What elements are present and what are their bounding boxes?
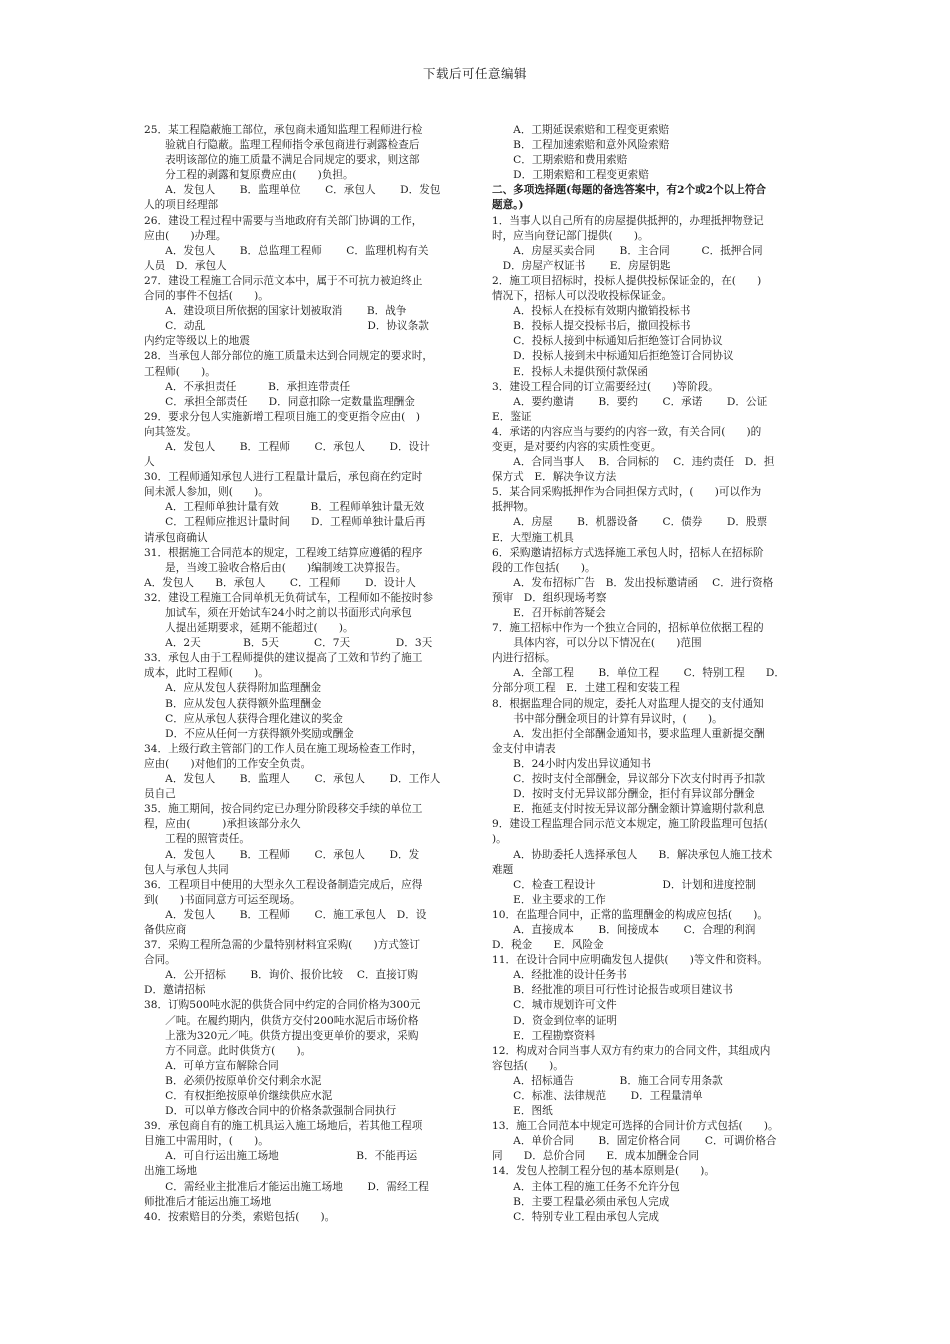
text-line: A．房屋买卖合同 B．主合同 C．抵押合同 <box>492 244 763 257</box>
text-line: 27．建设工程施工合同示范文本中，属于不可抗力被迫终止 <box>144 274 423 287</box>
text-line: 分部分项工程 E．土建工程和安装工程 <box>492 682 680 695</box>
text-line: 程，应由( )承担该部分永久 <box>144 818 301 831</box>
text-line: 分工程的剥露和复原费应由( )负担。 <box>144 169 354 182</box>
text-line: 目施工中需用时，( )。 <box>144 1135 269 1148</box>
text-line: A．发包人 B．总监理工程师 C．监理机构有关 <box>144 244 429 257</box>
text-line: 备供应商 <box>144 923 187 936</box>
text-line: A．合同当事人 B．合同标的 C．违约责任 D．担 <box>492 456 775 469</box>
text-line: 时，应当向登记部门提供( )。 <box>492 229 649 242</box>
text-line: A．招标通告 B．施工合同专用条款 <box>492 1074 723 1087</box>
text-line: 25．某工程隐蔽施工部位，承包商未通知监理工程师进行检 <box>144 124 423 136</box>
text-line: 37．采购工程所急需的少量特别材料宜采购( )方式签订 <box>144 939 420 952</box>
text-line: A．应从发包人获得附加监理酬金 <box>144 682 322 695</box>
text-line: A．可单方宣布解除合同 <box>144 1059 279 1072</box>
text-line: A．直接成本 B．间接成本 C．合理的利润 <box>492 923 756 936</box>
text-line: C．需经业主批准后才能运出施工场地 D．需经工程 <box>144 1180 429 1193</box>
text-line: 师批准后才能运出施工场地 <box>144 1195 272 1208</box>
text-line: 具体内容，可以分以下情况在( )范围 <box>492 637 702 650</box>
text-line: 4．承诺的内容应当与要约的内容一致，有关合同( )的 <box>492 425 762 438</box>
text-line: 加试车，须在开始试车24小时之前以书面形式向承包 <box>144 607 412 619</box>
text-line: B．投标人提交投标书后，撤回投标书 <box>492 320 691 333</box>
text-line: ／吨。在履约期内，供货方交付200吨水泥后市场价格 <box>144 1014 419 1027</box>
text-line: A．发包人 B．工程师 C．承包人 D．设计 <box>144 440 430 453</box>
text-line: 成本，此时工程师( )。 <box>144 667 269 680</box>
text-line: 人员 D．承包人 <box>144 259 227 272</box>
text-line: C．工期索赔和费用索赔 <box>492 154 628 167</box>
text-line: 抵押物。 <box>492 501 535 514</box>
text-line: 是，当竣工验收合格后由( )编制竣工决算报告。 <box>144 561 407 574</box>
text-line: 30．工程师通知承包人进行工程量计量后，承包商在约定时 <box>144 471 423 484</box>
text-line: B．应从发包人获得额外监理酬金 <box>144 697 322 710</box>
text-line: 13．施工合同范本中规定可选择的合同计价方式包括( )。 <box>492 1120 779 1133</box>
text-line: 人 <box>144 456 155 469</box>
text-line: 人提出延期要求，延期不能超过( )。 <box>144 622 354 635</box>
text-line: 包人与承包人共同 <box>144 863 229 876</box>
text-line: A．不承担责任 B．承担连带责任 <box>144 380 351 393</box>
text-line: A．主体工程的施工任务不允许分包 <box>492 1180 680 1193</box>
text-line: 5．某合同采购抵押作为合同担保方式时，( )可以作为 <box>492 486 762 499</box>
text-line: A．全部工程 B．单位工程 C．特别工程 D． <box>492 667 786 680</box>
text-line: 32．建设工程施工合同单机无负荷试车，工程师如不能按时参 <box>144 591 433 604</box>
text-line: 同 D．总价合同 E．成本加酬金合同 <box>492 1150 699 1163</box>
text-line: A．2天 B．5天 C．7天 D．3天 <box>144 637 433 650</box>
text-line: E．召开标前答疑会 <box>492 607 606 619</box>
text-line: 上涨为320元／吨。供货方提出变更单价的要求，采购 <box>144 1029 419 1042</box>
text-line: C．标准、法律规范 D．工程量清单 <box>492 1090 703 1102</box>
text-line: 间未派人参加，则( )。 <box>144 486 269 499</box>
text-line: 12．构成对合同当事人双方有约束力的合同文件，其组成内 <box>492 1044 771 1057</box>
text-line: A．投标人在投标有效期内撤销投标书 <box>492 305 691 318</box>
text-line: D．按时支付无异议部分酬金，拒付有异议部分酬金 <box>492 788 755 801</box>
text-line: 9．建设工程监理合同示范文本规定，施工阶段监理可包括( <box>492 818 768 831</box>
text-line: A．发包人 B．工程师 C．施工承包人 D．设 <box>144 908 427 921</box>
text-line: 合同。 <box>144 954 176 967</box>
text-line: A．经批准的设计任务书 <box>492 969 627 982</box>
text-line: 人的项目经理部 <box>144 199 219 212</box>
text-line: 员自己 <box>144 788 176 801</box>
text-line: E．业主要求的工作 <box>492 893 606 906</box>
text-line: 段的工作包括( )。 <box>492 561 596 574</box>
text-line: E．拖延支付时按无异议部分酬金额计算逾期付款利息 <box>492 803 765 816</box>
text-line: A．单价合同 B．固定价格合同 C．可调价格合 <box>492 1135 777 1148</box>
text-line: A．发包人 B．监理单位 C．承包人 D．发包 <box>144 184 441 197</box>
text-line: 28．当承包人部分部位的施工质量未达到合同规定的要求时， <box>144 350 433 363</box>
text-line: C．特别专业工程由承包人完成 <box>492 1210 660 1223</box>
text-line: 8．根据监理合同的规定，委托人对监理人提交的支付通知 <box>492 697 764 710</box>
text-line: 29．要求分包人实施新增工程项目施工的变更指令应由( ) <box>144 410 420 423</box>
text-line: 预审 D．组织现场考察 <box>492 591 607 604</box>
text-line: 容包括( )。 <box>492 1059 564 1072</box>
text-line: D．工期索赔和工程变更索赔 <box>492 169 649 182</box>
text-line: B．24小时内发出异议通知书 <box>492 757 651 770</box>
text-line: A．房屋 B．机器设备 C．债券 D．股票 <box>492 516 768 529</box>
text-line: 7．施工招标中作为一个独立合同的，招标单位依据工程的 <box>492 622 764 635</box>
text-line: E．鉴证 <box>492 410 532 423</box>
text-line: 验就自行隐蔽。监理工程师指令承包商进行剥露检查后 <box>144 139 420 152</box>
text-line: E．大型施工机具 <box>492 531 574 544</box>
text-line: 6．采购邀请招标方式选择施工承包人时，招标人在招标阶 <box>492 546 764 559</box>
text-line: C．城市规划许可文件 <box>492 999 617 1012</box>
text-line: 保方式 E．解决争议方法 <box>492 471 617 484</box>
text-line: 内进行招标。 <box>492 652 556 665</box>
text-line: 应由( )对他们的工作安全负责。 <box>144 757 312 770</box>
text-line: A．可自行运出施工场地 B．不能再运 <box>144 1150 418 1163</box>
text-line: B．必须仍按原单价交付剩余水泥 <box>144 1074 322 1087</box>
text-line: 方不同意。此时供货方( )。 <box>144 1044 312 1057</box>
text-line: 14．发包人控制工程分包的基本原则是( )。 <box>492 1165 716 1178</box>
text-line: 情况下，招标人可以没收投标保证金。 <box>492 290 673 303</box>
text-line: A．发出拒付全部酬金通知书，要求监理人重新提交酬 <box>492 727 765 740</box>
text-line: A．建设项目所依据的国家计划被取消 B．战争 <box>144 305 407 318</box>
text-line: D．资金到位率的证明 <box>492 1014 618 1027</box>
text-line: 向其签发。 <box>144 425 197 438</box>
text-line: )。 <box>492 833 507 846</box>
text-line: 40．按索赔目的分类，索赔包括( )。 <box>144 1210 336 1223</box>
text-line: C．工程师应推迟计量时间 D．工程师单独计量后再 <box>144 516 426 529</box>
text-line: C．有权拒绝按原单价继续供应水泥 <box>144 1090 333 1102</box>
text-line: E．工程勘察资料 <box>492 1029 596 1042</box>
text-line: B．工程加速索赔和意外风险索赔 <box>492 139 670 152</box>
text-line: A．要约邀请 B．要约 C．承诺 D．公证 <box>492 395 768 408</box>
text-line: C．按时支付全部酬金，异议部分下次支付时再予扣款 <box>492 773 765 786</box>
text-line: C．应从承包人获得合理化建议的奖金 <box>144 712 343 725</box>
text-line: 题意。) <box>492 199 524 212</box>
text-line: D．税金 E．风险金 <box>492 939 604 952</box>
text-line: A．公开招标 B．询价、报价比较 C．直接订购 <box>144 969 418 982</box>
text-line: E．图纸 <box>492 1105 553 1118</box>
text-line: 36．工程项目中使用的大型永久工程设备制造完成后，应得 <box>144 878 423 891</box>
text-line: A．工程师单独计量有效 B．工程师单独计量无效 <box>144 501 425 514</box>
text-line: D．房屋产权证书 E．房屋钥匙 <box>492 259 671 272</box>
text-line: A．协助委托人选择承包人 B．解决承包人施工技术 <box>492 848 773 861</box>
text-line: 2．施工项目招标时，投标人提供投标保证金的，在( ) <box>492 274 762 287</box>
text-line: 变更，是对要约内容的实质性变更。 <box>492 440 662 453</box>
text-line: 工程的照管责任。 <box>144 833 250 846</box>
text-line: 合同的事件不包括( )。 <box>144 290 269 303</box>
text-line: 工程师( )。 <box>144 365 216 378</box>
text-line: 二、多项选择题(每题的备选答案中，有2个或2个以上符合 <box>492 184 767 197</box>
text-line: D．可以单方修改合同中的价格条款强制合同执行 <box>144 1105 397 1118</box>
text-line: D．不应从任何一方获得额外奖励或酬金 <box>144 727 354 740</box>
text-line: C．承担全部责任 D．同意扣除一定数量监理酬金 <box>144 395 415 408</box>
text-line: 书中部分酬金项目的计算有异议时，( )。 <box>492 712 723 725</box>
text-line: A．发包人 B．承包人 C．工程师 D．设计人 <box>144 576 416 589</box>
text-line: 34．上级行政主管部门的工作人员在施工现场检查工作时， <box>144 742 423 755</box>
right-column <box>492 123 808 1225</box>
page-header: 下载后可任意编辑 <box>422 66 527 81</box>
text-line: 请承包商确认 <box>144 531 208 544</box>
text-line: 33．承包人由于工程师提供的建议提高了工效和节约了施工 <box>144 652 423 665</box>
text-line: 31．根据施工合同范本的规定，工程竣工结算应遵循的程序 <box>144 546 423 559</box>
text-line: 38．订购500吨水泥的供货合同中约定的合同价格为300元 <box>144 999 421 1012</box>
text-line: 3．建设工程合同的订立需要经过( )等阶段。 <box>492 380 719 393</box>
text-line: 内约定等级以上的地震 <box>144 335 250 348</box>
text-line: 金支付申请表 <box>492 742 556 755</box>
text-line: 39．承包商自有的施工机具运入施工场地后，若其他工程项 <box>144 1120 423 1133</box>
text-line: A．工期延误索赔和工程变更索赔 <box>492 124 670 136</box>
text-line: 11．在设计合同中应明确发包人提供( )等文件和资料。 <box>492 954 768 967</box>
text-line: A．发布招标广告 B．发出投标邀请函 C．进行资格 <box>492 576 774 589</box>
text-line: A．发包人 B．工程师 C．承包人 D．发 <box>144 848 420 861</box>
text-line: A．发包人 B．监理人 C．承包人 D．工作人 <box>144 773 441 786</box>
text-line: 到( )书面同意方可运至现场。 <box>144 893 301 906</box>
text-line: 10．在监理合同中，正常的监理酬金的构成应包括( )。 <box>492 908 768 921</box>
text-line: 应由( )办理。 <box>144 229 227 242</box>
text-line: E．投标人未提供预付款保函 <box>492 365 649 378</box>
text-line: 35．施工期间，按合同约定已办理分阶段移交手续的单位工 <box>144 803 423 816</box>
text-line: 26．建设工程过程中需要与当地政府有关部门协调的工作， <box>144 214 423 227</box>
text-line: C．检查工程设计 D．计划和进度控制 <box>492 878 756 891</box>
left-column <box>144 123 460 1225</box>
text-line: D．邀请招标 <box>144 984 206 997</box>
text-line: 1．当事人以自己所有的房屋提供抵押的，办理抵押物登记 <box>492 214 764 227</box>
text-line: C．动乱 D．协议条款 <box>144 320 429 333</box>
text-line: 出施工场地 <box>144 1165 197 1178</box>
text-line: B．主要工程量必须由承包人完成 <box>492 1195 670 1208</box>
text-line: 表明该部位的施工质量不满足合同规定的要求，则这部 <box>144 154 420 167</box>
text-line: 难题 <box>492 863 514 876</box>
text-line: B．经批准的项目可行性讨论报告或项目建议书 <box>492 984 733 997</box>
text-line: C．投标人接到中标通知后拒绝签订合同协议 <box>492 335 723 348</box>
text-line: D．投标人接到未中标通知后拒绝签订合同协议 <box>492 350 734 363</box>
